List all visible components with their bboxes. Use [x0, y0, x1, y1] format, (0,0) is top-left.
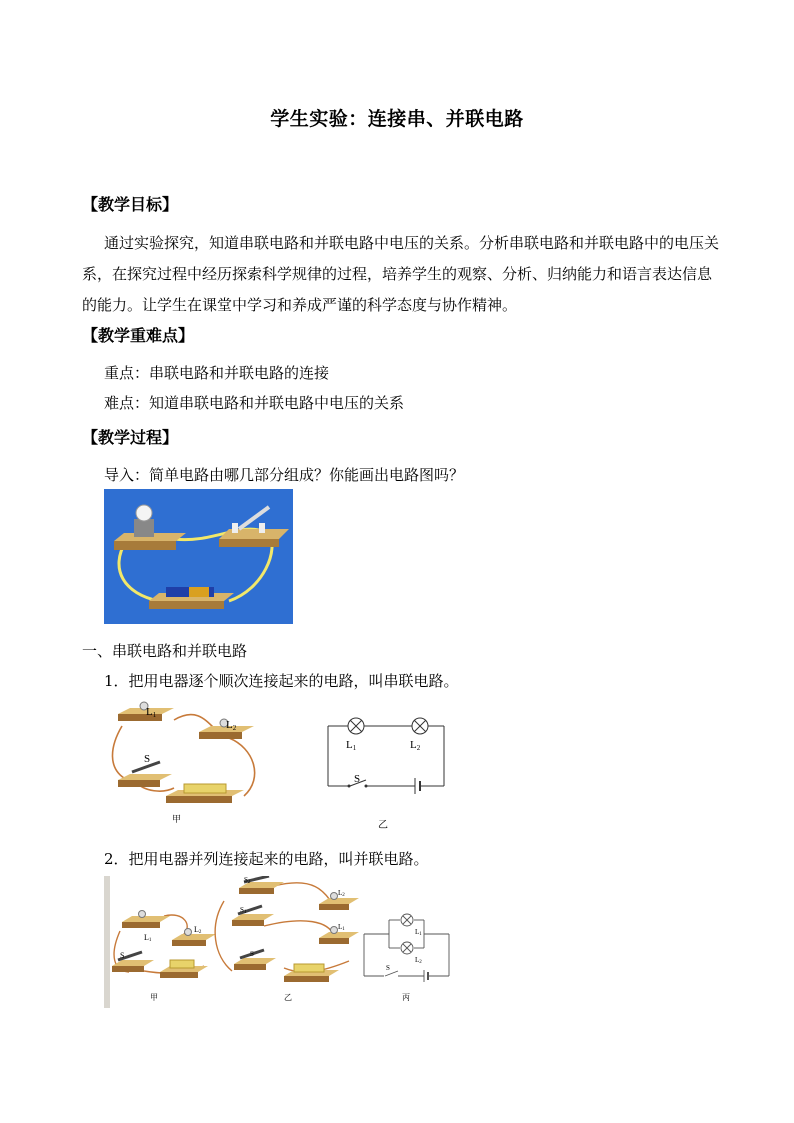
page-title: 学生实验：连接串、并联电路 — [270, 108, 524, 130]
parallel-yi-l2-label: L2 — [338, 889, 345, 898]
parallel-figures — [104, 876, 454, 1008]
simple-circuit-image — [104, 489, 293, 624]
parallel-bing-s-label: S — [386, 964, 390, 972]
series-jia-label: 甲 — [172, 814, 182, 824]
goals-text: 通过实验探究，知道串联电路和并联电路中电压的关系。分析串联电路和并联电路中的电压关系，在探究过程中经历探索科学规律的过程，培养学生的观察、分析、归纳能力和语言表达信息的能力。让学生在课堂中学习和养成严谨的科学态度与协作精神。 — [82, 234, 720, 314]
parallel-yi-s1-label: S1 — [240, 906, 247, 915]
series-l1-label: L1 — [146, 706, 157, 719]
parallel-jia-s-label: S — [120, 951, 125, 960]
intro-text: 导入：简单电路由哪几部分组成？你能画出电路图吗？ — [104, 466, 465, 484]
part1-heading: 一、串联电路和并联电路 — [82, 642, 248, 660]
parallel-jia-l2-label: L2 — [194, 925, 202, 935]
parallel-yi-s2-label: S2 — [244, 876, 251, 885]
parallel-bing-l1-label: L1 — [415, 928, 422, 937]
parallel-bing-label: 丙 — [402, 993, 410, 1002]
parallel-bing-l2-label: L2 — [415, 956, 422, 965]
parallel-yi-label: 乙 — [284, 993, 292, 1002]
goals-heading: 【教学目标】 — [82, 195, 179, 214]
diagram-l1-label: L1 — [346, 739, 357, 752]
parallel-yi-l1-label: L1 — [338, 923, 345, 932]
diagram-s-label: S — [354, 773, 361, 785]
process-heading: 【教学过程】 — [82, 428, 179, 447]
series-s-label: S — [144, 753, 151, 765]
diagram-l2-label: L2 — [410, 739, 421, 752]
parallel-jia-label: 甲 — [150, 993, 158, 1002]
parallel-yi-s-label: S — [250, 950, 254, 958]
difficult-point: 难点：知道串联电路和并联电路中电压的关系 — [104, 394, 405, 412]
item1-text: 1．把用电器逐个顺次连接起来的电路，叫串联电路。 — [104, 672, 459, 690]
key-point: 重点：串联电路和并联电路的连接 — [104, 364, 330, 382]
key-heading: 【教学重难点】 — [82, 326, 195, 345]
series-l2-label: L2 — [226, 719, 237, 732]
parallel-jia-l1-label: L1 — [144, 933, 152, 943]
series-diagram-figure — [320, 714, 450, 832]
item2-text: 2．把用电器并列连接起来的电路，叫并联电路。 — [104, 850, 429, 868]
series-physical-figure — [104, 698, 294, 828]
diagram-yi-label: 乙 — [378, 820, 388, 831]
